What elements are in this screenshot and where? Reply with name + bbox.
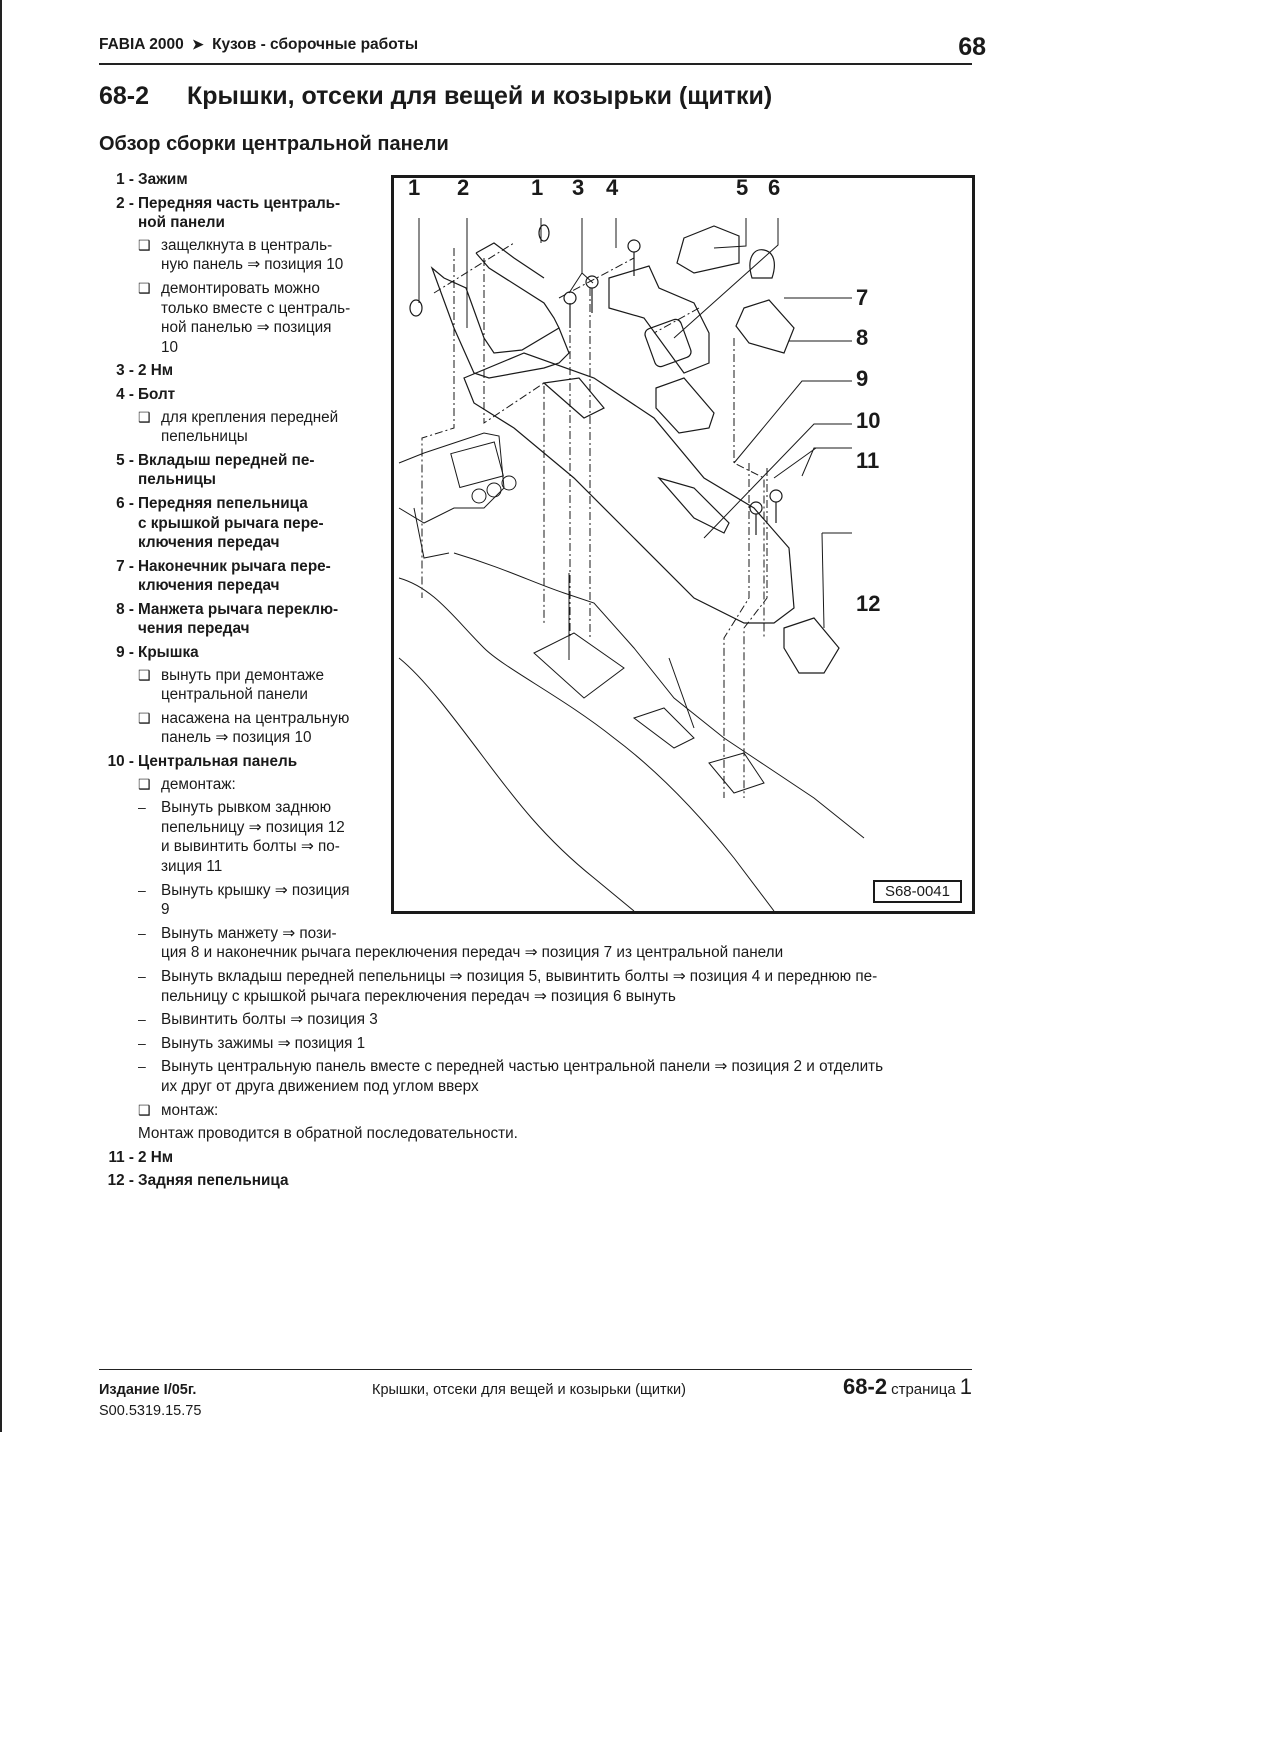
dash-bullet-icon: – <box>138 924 146 941</box>
breadcrumb-section: Кузов - сборочные работы <box>212 36 419 53</box>
item-number: 6 - <box>116 494 134 512</box>
step-item <box>138 798 431 876</box>
item-title: Болт <box>138 385 176 403</box>
assembly-diagram <box>391 175 975 914</box>
checkbox-note <box>138 408 431 447</box>
dash-bullet-icon: – <box>138 1034 146 1051</box>
note-text: Монтаж проводится в обратной последовательности. <box>138 1125 518 1143</box>
item-title: Центральная панель <box>138 753 298 771</box>
square-bullet-icon: ❑ <box>138 709 151 726</box>
note-text: демонтаж: <box>161 775 236 793</box>
list-item <box>99 1171 979 1191</box>
list-item <box>99 1148 979 1168</box>
note-text: для крепления передней пепельницы <box>161 408 339 446</box>
dashboard-area <box>399 433 516 558</box>
callout-10: 10 <box>856 408 881 433</box>
figure-id: S68-0041 <box>873 880 962 903</box>
step-item <box>138 967 981 1006</box>
footer-page-number: 1 <box>959 1374 972 1399</box>
checkbox-note <box>138 279 431 357</box>
checkbox-note <box>138 709 431 748</box>
checkbox-note <box>138 236 431 275</box>
square-bullet-icon: ❑ <box>138 775 151 792</box>
step-item <box>138 1124 979 1144</box>
arrow-right-icon: ➤ <box>192 36 204 52</box>
section-subtitle: Обзор сборки центральной панели <box>99 133 449 155</box>
step-item <box>138 1034 981 1054</box>
callout-5: 5 <box>736 175 749 200</box>
item-number: 5 - <box>116 451 134 469</box>
item-number: 3 - <box>116 362 134 380</box>
ashtray-insert <box>677 226 739 273</box>
square-bullet-icon: ❑ <box>138 408 151 425</box>
callout-4: 4 <box>606 175 619 200</box>
step-item <box>138 1057 981 1096</box>
chapter-number: 68 <box>958 33 986 61</box>
footer-page-label: страница <box>891 1381 956 1398</box>
item-number: 12 - <box>107 1172 134 1190</box>
item-number: 9 - <box>116 644 134 662</box>
item-number: 11 - <box>108 1148 134 1166</box>
square-bullet-icon: ❑ <box>138 666 151 683</box>
dash-bullet-icon: – <box>138 967 146 984</box>
note-text: монтаж: <box>161 1101 219 1119</box>
square-bullet-icon: ❑ <box>138 279 151 296</box>
callout-2: 2 <box>457 175 470 200</box>
diagram-drawing <box>394 178 972 911</box>
note-text: Вынуть манжету ⇒ пози- ция 8 и наконечник рычага переключения передач ⇒ позиция 7 из центральной панели <box>161 924 784 962</box>
callout-1: 1 <box>408 175 421 200</box>
step-item <box>138 1010 981 1030</box>
callout-12: 12 <box>856 591 881 616</box>
item-title: Задняя пепельница <box>138 1172 289 1190</box>
page-title <box>99 82 772 111</box>
note-text: Вынуть вкладыш передней пепельницы ⇒ позиция 5, вывинтить болты ⇒ позиция 4 и переднюю пе- пельницу с крышкой рычага переключения передач ⇒ позиция 6 вынуть <box>161 967 878 1005</box>
checkbox-note <box>138 775 431 795</box>
step-item <box>138 924 981 963</box>
note-text: вынуть при демонтаже центральной панели <box>161 666 325 704</box>
note-text: насажена на центральную панель ⇒ позиция 10 <box>161 709 350 747</box>
footer-section-title: Крышки, отсеки для вещей и козырьки (щитки) <box>372 1382 686 1398</box>
breadcrumb-model: FABIA 2000 <box>99 36 184 53</box>
footer-rule <box>99 1369 972 1370</box>
gear-knob <box>750 250 774 278</box>
page-left-border <box>0 0 2 1432</box>
console-cover <box>656 378 714 433</box>
dash-bullet-icon: – <box>138 881 146 898</box>
footer-page-ref <box>843 1374 972 1400</box>
step-item <box>138 881 431 920</box>
callout-3: 3 <box>572 175 585 200</box>
dash-bullet-icon: – <box>138 1011 146 1028</box>
note-text: Вынуть крышку ⇒ позиция 9 <box>161 881 350 919</box>
item-title: Манжета рычага переклю- чения передач <box>138 600 339 638</box>
note-text: демонтировать можно только вместе с централь- ной панелью ⇒ позиция 10 <box>161 279 351 356</box>
square-bullet-icon: ❑ <box>138 236 151 253</box>
item-title: Вкладыш передней пе- пельницы <box>138 451 315 489</box>
item-number: 2 - <box>116 194 134 212</box>
note-text: Вынуть центральную панель вместе с передней частью центральной панели ⇒ позиция 2 и отделить их друг от друга движением под углом вверх <box>161 1058 884 1095</box>
square-bullet-icon: ❑ <box>138 1101 151 1118</box>
item-number: 4 - <box>116 385 134 403</box>
dash-bullet-icon: – <box>138 1058 146 1075</box>
footer-section-number: 68-2 <box>843 1374 888 1399</box>
dash-bullet-icon: – <box>138 799 146 816</box>
breadcrumb <box>99 36 418 54</box>
checkbox-note <box>138 666 431 705</box>
title-text: Крышки, отсеки для вещей и козырьки (щитки) <box>187 82 773 110</box>
rear-ashtray <box>784 618 839 673</box>
footer-doc-code: S00.5319.15.75 <box>99 1403 202 1419</box>
item-title: 2 Нм <box>138 362 174 380</box>
item-title: Передняя пепельница с крышкой рычага пере- ключения передач <box>138 494 324 552</box>
item-title: 2 Нм <box>138 1148 174 1166</box>
item-number: 7 - <box>116 557 134 575</box>
note-text: Вывинтить болты ⇒ позиция 3 <box>161 1011 378 1029</box>
callout-11: 11 <box>856 448 880 473</box>
note-text: Вынуть зажимы ⇒ позиция 1 <box>161 1034 366 1052</box>
item-title: Крышка <box>138 644 199 662</box>
header-rule <box>99 63 972 65</box>
note-text: Вынуть рывком заднюю пепельницу ⇒ позиция 12 и вывинтить болты ⇒ по- зиция 11 <box>161 799 345 875</box>
item-title: Передняя часть централь- ной панели <box>138 194 341 232</box>
callout-1b: 1 <box>531 175 544 200</box>
callout-9: 9 <box>856 366 869 391</box>
checkbox-note <box>138 1101 981 1121</box>
callout-6: 6 <box>768 175 781 200</box>
title-number: 68-2 <box>99 82 150 110</box>
item-number: 10 - <box>107 753 134 771</box>
item-number: 8 - <box>116 600 134 618</box>
note-text: защелкнута в централь- ную панель ⇒ позиция 10 <box>161 236 344 274</box>
item-title: Наконечник рычага пере- ключения передач <box>138 557 331 595</box>
callout-7: 7 <box>856 285 869 310</box>
assembly-axis-lines <box>422 243 767 798</box>
footer-edition: Издание I/05г. <box>99 1382 197 1398</box>
clip-part <box>410 300 422 316</box>
gear-boot <box>736 300 794 353</box>
item-title: Зажим <box>138 171 188 188</box>
item-number: 1 - <box>116 171 134 188</box>
callout-8: 8 <box>856 325 869 350</box>
